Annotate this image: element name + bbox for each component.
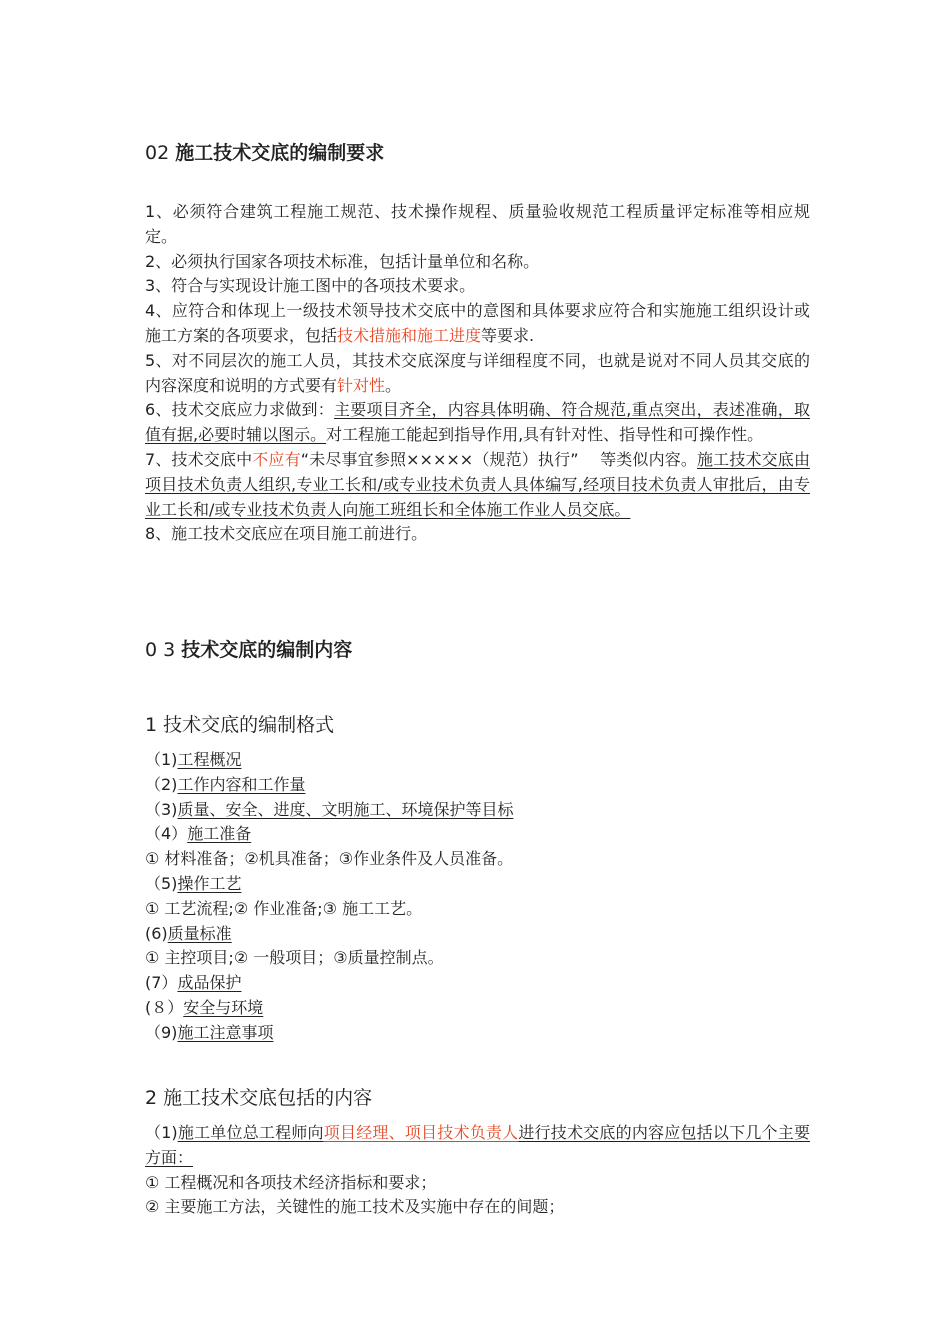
format-item-9-number: （9)	[145, 1022, 178, 1042]
requirement-7-text: 7、技术交底中	[145, 449, 253, 469]
requirement-2: 2、必须执行国家各项技术标准，包括计量单位和名称。	[145, 251, 540, 271]
requirement-5-highlight: 针对性	[337, 375, 386, 395]
format-list	[145, 748, 810, 1046]
format-item-1-number: （1)	[145, 750, 178, 769]
format-item-4-number: （4）	[145, 824, 188, 844]
subsection-2-title: 2 施工技术交底包括的内容	[145, 1087, 373, 1109]
requirement-7	[145, 448, 810, 522]
requirement-8: 8、施工技术交底应在项目施工前进行。	[145, 524, 428, 544]
requirements-list	[145, 200, 810, 547]
format-item-1-label: 工程概况	[177, 750, 242, 769]
format-item-2-label: 工作内容和工作量	[177, 774, 306, 794]
requirement-5-text: 5、对不同层次的施工人员，其技术交底深度与详细程度不同，也就是说对不同人员其交底的内容深度和说明的方式要有	[145, 350, 810, 395]
section-03-heading	[145, 635, 810, 662]
format-item-9-label: 施工注意事项	[177, 1022, 274, 1042]
format-item-4-label: 施工准备	[187, 824, 252, 844]
format-item-4	[145, 822, 810, 847]
format-item-7-number: (7）	[145, 973, 178, 993]
requirement-5	[145, 349, 810, 399]
format-item-7-label: 成品保护	[177, 973, 242, 993]
section-02-heading	[145, 138, 810, 165]
content-item-1	[145, 1121, 810, 1171]
format-item-5-number: （5)	[145, 873, 178, 893]
requirement-4-text: 4、应符合和体现上一级技术领导技术交底中的意图和具体要求应符合和实施施工组织设计或施工方案的各项要求，包括	[145, 301, 810, 345]
requirement-7-highlight: 不应有	[252, 449, 301, 469]
requirement-6	[145, 398, 810, 448]
format-item-1	[145, 748, 810, 773]
requirement-3: 3、符合与实现设计施工图中的各项技术要求。	[145, 276, 476, 296]
format-item-6	[145, 922, 810, 947]
format-item-7	[145, 971, 810, 996]
subsection-1-title: 1 技术交底的编制格式	[145, 714, 335, 736]
format-item-6-label: 质量标准	[167, 923, 232, 943]
format-item-8-label: 安全与环境	[183, 997, 264, 1017]
requirement-1: 1、必须符合建筑工程施工规范、技术操作规程、质量验收规范工程质量评定标准等相应规定。	[145, 202, 810, 246]
requirement-4-highlight: 技术措施和施工进度	[337, 325, 482, 345]
requirement-7-middle: “未尽事宜参照×××××（规范）执行” 等类似内容。	[300, 449, 698, 469]
format-item-5-label: 操作工艺	[177, 873, 242, 893]
requirement-6-text: 6、技术交底应力求做到：	[145, 400, 335, 420]
section-03-number: 0 3	[145, 639, 176, 661]
format-item-6-detail: ① 主控项目;② 一般项目；③质量控制点。	[145, 948, 444, 968]
section-03-title: 技术交底的编制内容	[181, 639, 353, 661]
content-item-1-detail-1: ① 工程概况和各项技术经济指标和要求；	[145, 1172, 437, 1192]
format-item-4-detail: ① 材料准备；②机具准备；③作业条件及人员准备。	[145, 849, 514, 869]
content-item-1-tail: 进行技术交底的内容应包括以下几个主要方面：	[145, 1123, 810, 1167]
format-item-8-number: (８）	[145, 997, 184, 1017]
format-item-2-number: （2)	[145, 774, 178, 794]
requirement-7-underlined: 施工技术交底由项目技术负责人组织,专业工长和/或专业技术负责人具体编写,经项目技术负责人审批后，由专业工长和/或专业技术负责人向施工班组长和全体施工作业人员交底。	[145, 449, 810, 519]
content-item-1-detail-2: ② 主要施工方法，关键性的施工技术及实施中存在的间题；	[145, 1197, 565, 1217]
requirement-6-underlined: 主要项目齐全，内容具体明确、符合规范,重点突出，表述准确，取值有据,必要时辅以图示。	[145, 400, 810, 445]
requirement-5-tail: 。	[385, 375, 402, 395]
format-item-3	[145, 798, 810, 823]
section-02-title: 施工技术交底的编制要求	[175, 142, 385, 164]
requirement-6-tail: 对工程施工能起到指导作用,具有针对性、指导性和可操作性。	[326, 425, 764, 445]
section-02-number: 02	[145, 142, 170, 164]
content-item-1-number: （1)	[145, 1123, 178, 1142]
format-item-5	[145, 872, 810, 897]
format-item-3-number: （3)	[145, 799, 178, 819]
format-item-3-label: 质量、安全、进度、文明施工、环境保护等目标	[177, 799, 514, 819]
content-item-1-highlight: 项目经理、项目技术负责人	[323, 1123, 519, 1142]
requirement-4-tail: 等要求.	[481, 325, 535, 345]
format-item-8	[145, 996, 810, 1021]
content-list	[145, 1121, 810, 1220]
format-item-6-number: (6)	[145, 923, 168, 943]
format-item-5-detail: ① 工艺流程;② 作业准备;③ 施工工艺。	[145, 898, 423, 918]
format-item-9	[145, 1021, 810, 1046]
requirement-4	[145, 299, 810, 349]
content-item-1-text: 施工单位总工程师向	[177, 1123, 324, 1142]
format-item-2	[145, 773, 810, 798]
